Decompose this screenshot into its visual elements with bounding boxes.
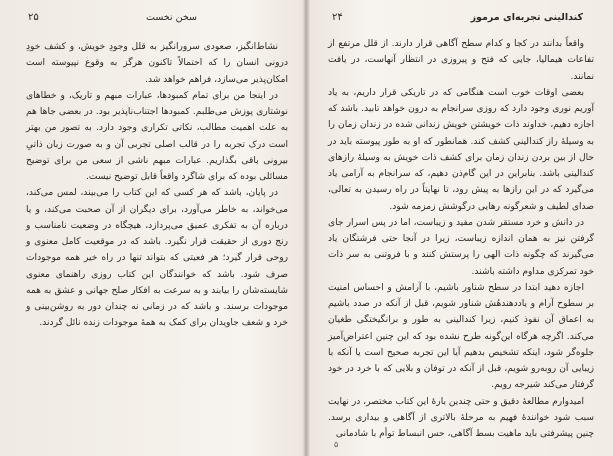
right-running-head: کندالینی تجربه‌ای مرموز [470,12,583,23]
paragraph: در اینجا من برای تمام کمبودها، عبارات مبهم و تاریک، و خطاهای نوشتاری پوزش می‌طلبم. کمبودها اجتناب‌ناپذیر بود. در بعضی جاها هم به علت اهمیت مطالب، نکاتی تکراری وجود دارد. به تصور من بهتر است درک تجربه را در قالب اصلی تجربی آن و به صورت زبان ذاتیِ بیرونی باقی بگذاریم. عبارات مبهم ناشی از سعی من برای توضیح مسائلی بوده که برای شاگرد واقعاً قابل توضیح نیست. [26,90,288,182]
paragraph: در پایان، باشد که هر کسی که این کتاب را می‌بیند، لمس می‌کند، می‌خواند، به خاطر می‌آورد، برای دیگران از آن صحبت می‌کند، و یا درباره آن به تفکری عمیق می‌پردازد، هیچگاه در وضعیت نامناسب و رنج دوری از حقیقت قرار نگیرد. باشد که در موقعیت کامل معنوی و روحی قرار گیرد؛ هر فعیتی که بتواند تنها در راه خیر همه موجودات صرف شود. باشد که خوانندگان این کتاب روزی راهنمای معنوی شایسته‌شان را بیابند و به سرعت به افکار صلح جهانی و عشق به همه موجودات برسند. و باشد که در زمانی نه چندان دور به روشن‌بینی و خرد و شعف جاویدان برای کمک به همهٔ موجودات زنده نائل گردند. [26,188,288,329]
right-page [308,0,613,456]
right-page-header [326,12,589,26]
folio-mark: ۵ [334,440,339,449]
left-page-body [26,39,288,332]
paragraph: امیدوارم مطالعهٔ دقیق و حتی چندین بارهٔ این کتاب مختصر، در نهایت سبب شود خوانندهٔ فهیم به مرحلهٔ بالاتری از آگاهی و بیداری برسد. چنین پیشرفتی باید ماهیت بسط آگاهی، حس انبساط توأم با شادمانی [327,396,594,439]
left-page-header [28,12,288,26]
left-page-number: ۲۵ [28,12,39,23]
paragraph: اجازه دهید ابتدا در سطح شناور باشیم، با آرامش و احساس امنیت بر سطوح آرام و یاددهندهٔش شناور شویم، قبل از آنکه در صدد باشیم به اعماق آن نفوذ کنیم، زیرا کندالینی به طور و برانگیختگی طغیان می‌کند. اگرچه هرگاه این‌گونه طرح نشده بود که این چنین اعتراض‌آمیز جلوه‌گر شود، اینکه تشخیص بدهیم آیا این تجربه صحیح است یا آنکه با زیبایی آن روبه‌رو شویم، قبل از آنکه در توفان و بلایی که با خرد در خود گرفتار می‌کند شیرجه رویم. [328,282,594,391]
paragraph: نشاط‌انگیز، صعودی سرورانگیز به قلل وجودِ خویش، و کشف خودِ درونی انسان را که احتمالاً تاکنون هرگز به وقوع نپیوسته است امکان‌پذیر می‌سازد، فراهم خواهد شد. [26,42,288,85]
left-page [0,0,304,456]
right-page-number: ۲۴ [332,12,343,23]
paragraph: واقعاً بدانند در کجا و کدام سطح آگاهی قرار دارند. از قلل مرتفع از تفاعات هیمالیا، جایی که فتح و پیروزی در انتظار آنهاست، در یافت نمانند. [328,39,594,82]
right-page-body [328,36,594,442]
paragraph: بعضی اوقات خوب است هنگامی که در تاریکی قرار داریم، به یاد آوریم نوری وجود دارد که روزی سرانجام به درون خواهد تابید. باشد که اجازه دهیم، خداوند ذات خویشتن خویش زندانی شده در زندان زمان را به وسیلهٔ راز کندالینی کشف کند. همانطور که او به طور پیوسته باید در حال از بین بردن زندان زمان برای کشف ذات خویش به وسیلهٔ رازهای کندالینی باشد. بنابراین در این گام‌ذن دهیم، که سرانجام به آرامی یاد می‌گیرد که در این رازها به پیش رود، تا نهایتاً در راه رسیدن به تعالی، صدای لطیف و شعرگونه رهایی درگوشش زمزمه شود. [328,87,594,212]
left-running-head: سخن نخست [146,12,197,23]
paragraph: در دانش و خرد مستقر شدن مفید و زیباست، اما در پس اسرار جای گرفتن نیز به همان اندازه زیباست، زیرا در آنجا حتی فرشتگان یاد می‌گیرند که چگونه ذات الهی را پرستش کنند و با فروتنی به سر ذات خود تمرکزی مداوم داشته باشند. [328,217,594,277]
